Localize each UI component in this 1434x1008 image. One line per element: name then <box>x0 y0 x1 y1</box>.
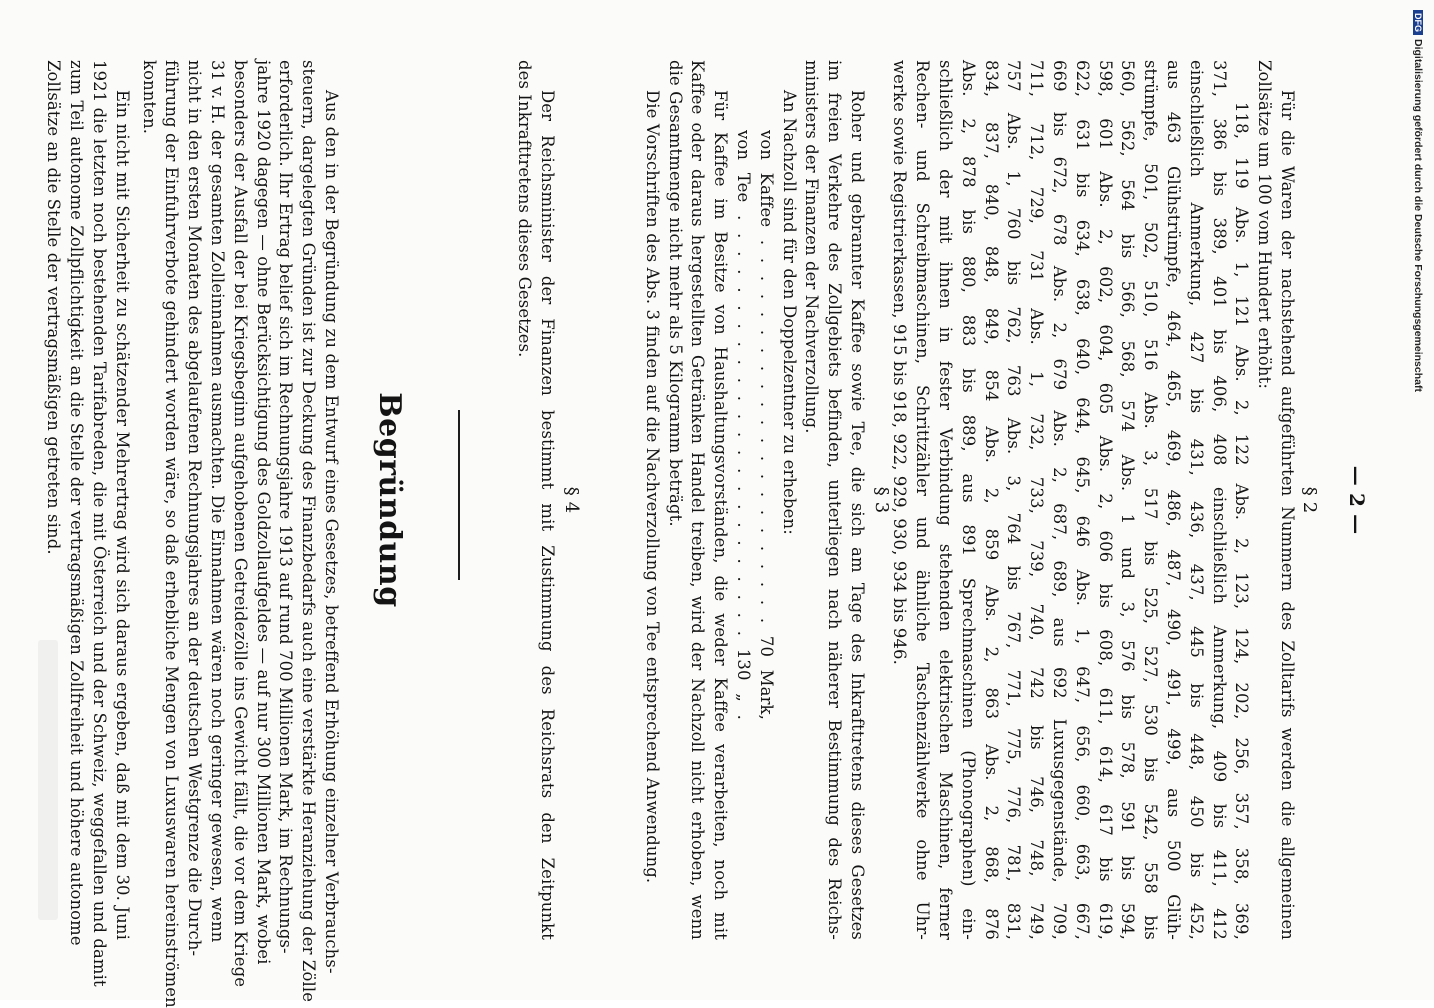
page-number: — 2 — <box>1345 465 1369 535</box>
section-3-line: Die Vorschriften des Abs. 3 finden auf die Nachverzollung von Tee entsprechend Anwendung. <box>642 90 662 884</box>
begruendung-line: führung der Einfuhrverbote gehindert worden wäre, so daß erhebliche Mengen von Luxuswaren hereinströmen <box>162 60 182 1008</box>
section-2-line: strümpfe, 501, 502, 510, 516 Abs. 3, 517 bis 525, 527, 530 bis 542, 558 bis <box>1141 60 1161 940</box>
section-2-line: 711, 712, 729, 731 Abs. 1, 732, 733, 739, 740, 742 bis 746, 748, 749, <box>1027 60 1047 940</box>
begruendung-heading: Begründung <box>372 392 407 608</box>
section-2-line: 622, 631 bis 634, 638, 640, 644, 645, 646 Abs. 1, 647, 656, 660, 663, 667, <box>1072 60 1092 940</box>
begruendung-line: besonders der Ausfall der bei Kriegsbeginn aufgehobenen Getreidezölle ins Gewicht fällt, die vor dem Kriege <box>230 60 250 988</box>
section-4-line: Der Reichsminister der Finanzen bestimmt mit Zustimmung des Reichsrats den Zeitpunkt <box>538 90 557 940</box>
section-3-line: die Gesamtmenge nicht mehr als 5 Kilogramm beträgt. <box>665 60 685 527</box>
digitization-credit <box>1412 10 1424 392</box>
section-2-line: werke sowie Registrierkassen, 915 bis 918, 922, 929, 930, 934 bis 946. <box>890 60 910 665</box>
section-2-line: schließlich der mit ihnen in fester Verbindung stehenden elektrischen Maschinen, ferner <box>936 60 955 940</box>
begruendung-line: 1921 die letzten noch bestehenden Tarifabreden, die mit Österreich und der Schweiz, weggefallen und damit <box>90 60 109 987</box>
rotated-document <box>44 60 1369 1008</box>
begruendung-line: erforderlich. Ihr Ertrag belief sich im Rechnungsjahre 1913 auf rund 700 Millionen Mark, im Rechnungs- <box>276 60 296 954</box>
section-2-line: einschließlich Anmerkung, 427 bis 431, 436, 437, 445 bis 448, 450 bis 452, <box>1186 60 1206 940</box>
section-2-line: Abs. 2, 878 bis 880, 883 bis 889, aus 891 Sprechmaschinen (Phonographen) ein- <box>958 60 978 940</box>
digitization-note: Digitalisierung gefördert durch die Deutsche Forschungsgemeinschaft <box>1412 39 1424 392</box>
section-2-line: Für die Waren der nachstehend aufgeführten Nummern des Zolltarifs werden die allgemeinen <box>1278 90 1297 940</box>
section-2-line: 669 bis 672, 678 Abs. 2, 679 Abs. 2, 687, 689, aus 692 Luxusgegenstände, 709, <box>1050 60 1069 940</box>
begruendung-line: konnten. <box>139 60 159 135</box>
section-4-line: des Inkrafttretens dieses Gesetzes. <box>515 60 535 358</box>
begruendung-line: Ein nicht mit Sicherheit zu schätzender Mehrertrag wird sich daraus ergeben, daß mit dem 30. Juni <box>112 90 132 940</box>
section-2-line: 371, 386 bis 389, 401 bis 406, 408 einschließlich Anmerkung, 409 bis 411, 412 <box>1209 60 1229 940</box>
section-3-line: Roher und gebrannter Kaffee sowie Tee, die sich am Tage des Inkrafttretens dieses Gesetzes <box>848 90 867 940</box>
section-2-line: aus 463 Glühstrümpfe, 464, 465, 469, 486, 487, 490, 491, 499, aus 500 Glüh- <box>1164 60 1183 940</box>
section-2-line: 560, 562, 564 bis 566, 568, 574 Abs. 1 und 3, 576 bis 578, 591 bis 594, <box>1118 60 1138 940</box>
section-3-line: im freien Verkehre des Zollgebiets befinden, unterliegen nach näherer Bestimmung des Reichs- <box>825 60 845 940</box>
section-2-line: 757 Abs. 1, 760 bis 762, 763 Abs. 3, 764 bis 767, 771, 775, 776, 781, 831, <box>1004 60 1024 940</box>
section-2-line: 598, 601 Abs. 2, 602, 604, 605 Abs. 2, 606 bis 608, 611, 614, 617 bis 619, <box>1095 60 1115 940</box>
begruendung-line: 31 v. H. der gesamten Zolleinnahmen ausmachten. Die Einnahmen wären noch geringer gewesen, wenn <box>208 60 227 943</box>
section-2-line: 834, 837, 840, 848, 849, 854 Abs. 2, 859 Abs. 2, 863 Abs. 2, 868, 876 <box>981 60 1001 940</box>
begruendung-line: steuern, dargelegten Gründen ist zur Deckung des Finanzbedarfs auch eine verstärkte Heranziehung der Zölle <box>299 60 319 1003</box>
section-3-heading: § 3 <box>871 486 892 514</box>
section-3-line: Kaffee oder daraus hergestellten Getränken Handel treiben, wird der Nachzoll nicht erhoben, wenn <box>688 60 708 940</box>
begruendung-line: Zollsätze an die Stelle der vertragsmäßigen getreten sind. <box>44 60 64 555</box>
section-2-line: Zollsätze um 100 vom Hundert erhöht: <box>1255 60 1275 389</box>
section-2-line: Rechen- und Schreibmaschinen, Schrittzähler und ähnliche Taschenzählwerke ohne Uhr- <box>913 60 933 940</box>
section-3-line: An Nachzoll sind für den Doppelzentner zu erheben: <box>779 90 799 535</box>
begruendung-line: Aus den in der Begründung zu dem Entwurf eines Gesetzes, betreffend Erhöhung einzelner Verbrauchs- <box>322 90 341 974</box>
section-3-line: von Tee . . . . . . . . . . . . . . . . . . . . . . . . 130 „ . <box>734 130 753 720</box>
divider-rule <box>458 410 460 580</box>
section-2-heading: § 2 <box>1299 486 1320 514</box>
section-3-line: Für Kaffee im Besitze von Haushaltungsvorständen, die weder Kaffee verarbeiten, noch mit <box>711 90 731 940</box>
section-3-line: ministers der Finanzen der Nachverzollung. <box>802 60 822 434</box>
begruendung-line: nicht in den ersten Monaten des abgelaufenen Rechnungsjahres an der deutschen Westgrenze die Durch- <box>185 60 205 957</box>
section-2-line: 118, 119 Abs. 1, 121 Abs. 2, 122 Abs. 2, 123, 124, 202, 256, 357, 358, 369, <box>1232 102 1252 940</box>
begruendung-line: jahre 1920 dagegen — ohne Berücksichtigung des Goldzollaufgeldes — auf nur 300 Millionen Mark, wobei <box>253 60 273 965</box>
section-3-line: von Kaffee . . . . . . . . . . . . . . . . . . . . . . 70 Mark, <box>756 130 776 720</box>
begruendung-line: zum Teil autonome Zollpflichtigkeit an die Stelle der vertragsmäßigen Zollfreiheit und höhere autonome <box>67 60 87 946</box>
section-4-heading: § 4 <box>561 486 582 514</box>
dfg-logo: DFG <box>1413 10 1423 35</box>
